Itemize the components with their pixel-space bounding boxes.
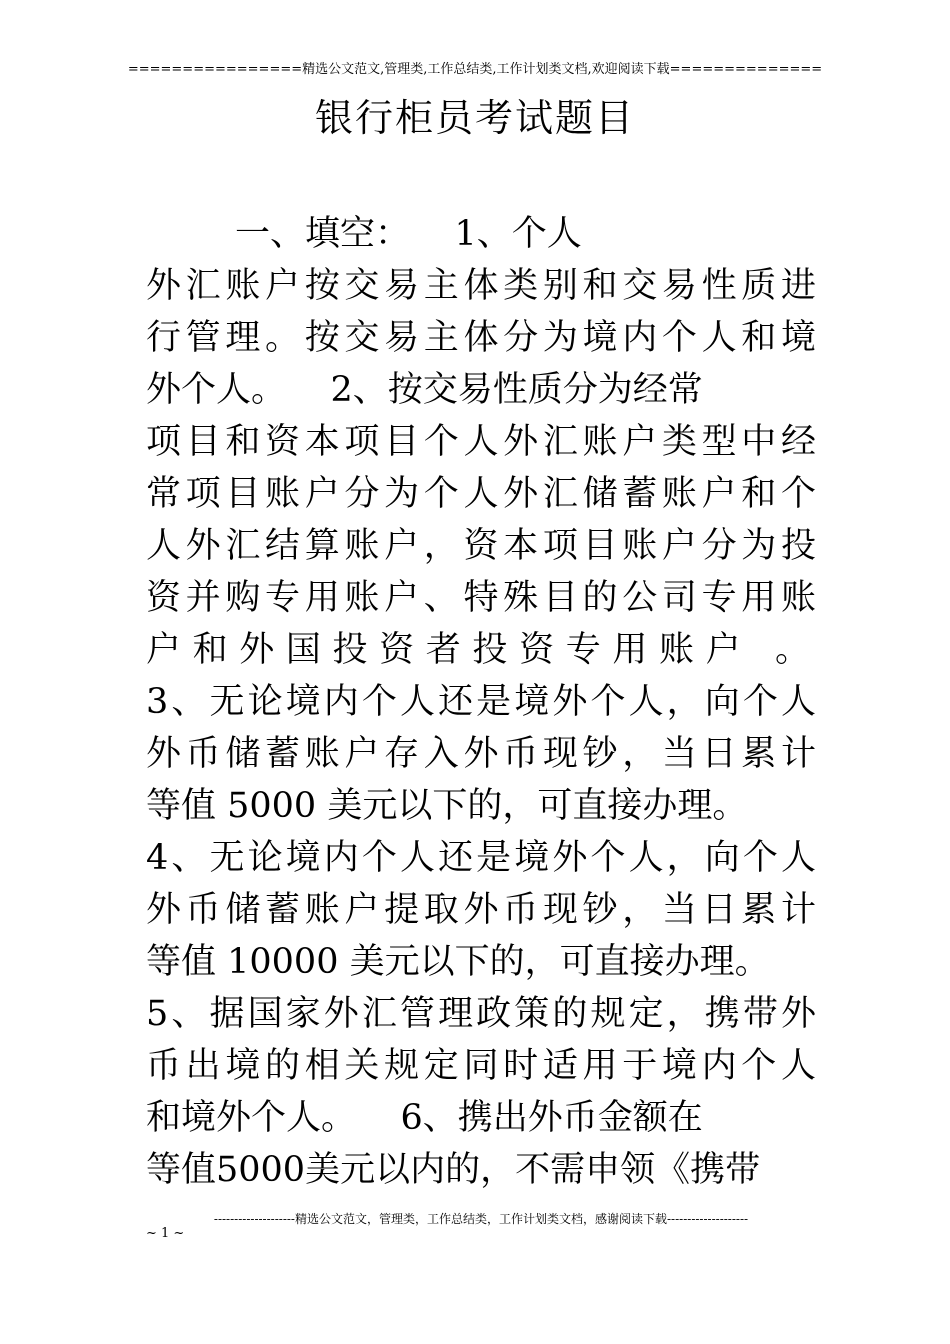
body-line-1: 一、填空： 1、个人 — [146, 214, 582, 254]
body-line-10: 3、无论境内个人还是境外个人，向个人 — [146, 682, 816, 722]
body-line-4: 外个人。 2、按交易性质分为经常 — [146, 370, 703, 410]
body-line-19: 等值5000美元以内的，不需申领《携带 — [146, 1150, 761, 1190]
body-line-9: 户和外国投资者投资专用账户 。 — [146, 630, 816, 670]
body-line-16: 5、据国家外汇管理政策的规定，携带外 — [146, 994, 816, 1034]
body-line-8: 资并购专用账户、特殊目的公司专用账 — [146, 578, 816, 618]
body-line-12: 等值 5000 美元以下的，可直接办理。 — [146, 786, 748, 826]
body-line-11: 外币储蓄账户存入外币现钞，当日累计 — [146, 734, 816, 774]
body-line-17: 币出境的相关规定同时适用于境内个人 — [146, 1046, 816, 1086]
body-line-2: 外汇账户按交易主体类别和交易性质进 — [146, 266, 816, 306]
body-line-14: 外币储蓄账户提取外币现钞，当日累计 — [146, 890, 816, 930]
page-header: ================精选公文范文,管理类,工作总结类,工作计划类文档,欢迎阅读下载============== — [127, 62, 823, 77]
body-line-13: 4、无论境内个人还是境外个人，向个人 — [146, 838, 816, 878]
body-line-18: 和境外个人。 6、携出外币金额在 — [146, 1098, 703, 1138]
page-footer: --------------------精选公文范文，管理类，工作总结类，工作计划类文档，感谢阅读下载-------------------- — [213, 1212, 749, 1226]
body-line-7: 人外汇结算账户，资本项目账户分为投 — [146, 526, 816, 566]
document-title: 银行柜员考试题目 — [314, 96, 635, 140]
page-number: ~ 1 ~ — [146, 1226, 185, 1241]
body-line-3: 行管理。按交易主体分为境内个人和境 — [146, 318, 816, 358]
document-body — [146, 208, 816, 1196]
body-line-6: 常项目账户分为个人外汇储蓄账户和个 — [146, 474, 816, 514]
body-line-5: 项目和资本项目个人外汇账户类型中经 — [146, 422, 816, 462]
body-line-15: 等值 10000 美元以下的，可直接办理。 — [146, 942, 770, 982]
